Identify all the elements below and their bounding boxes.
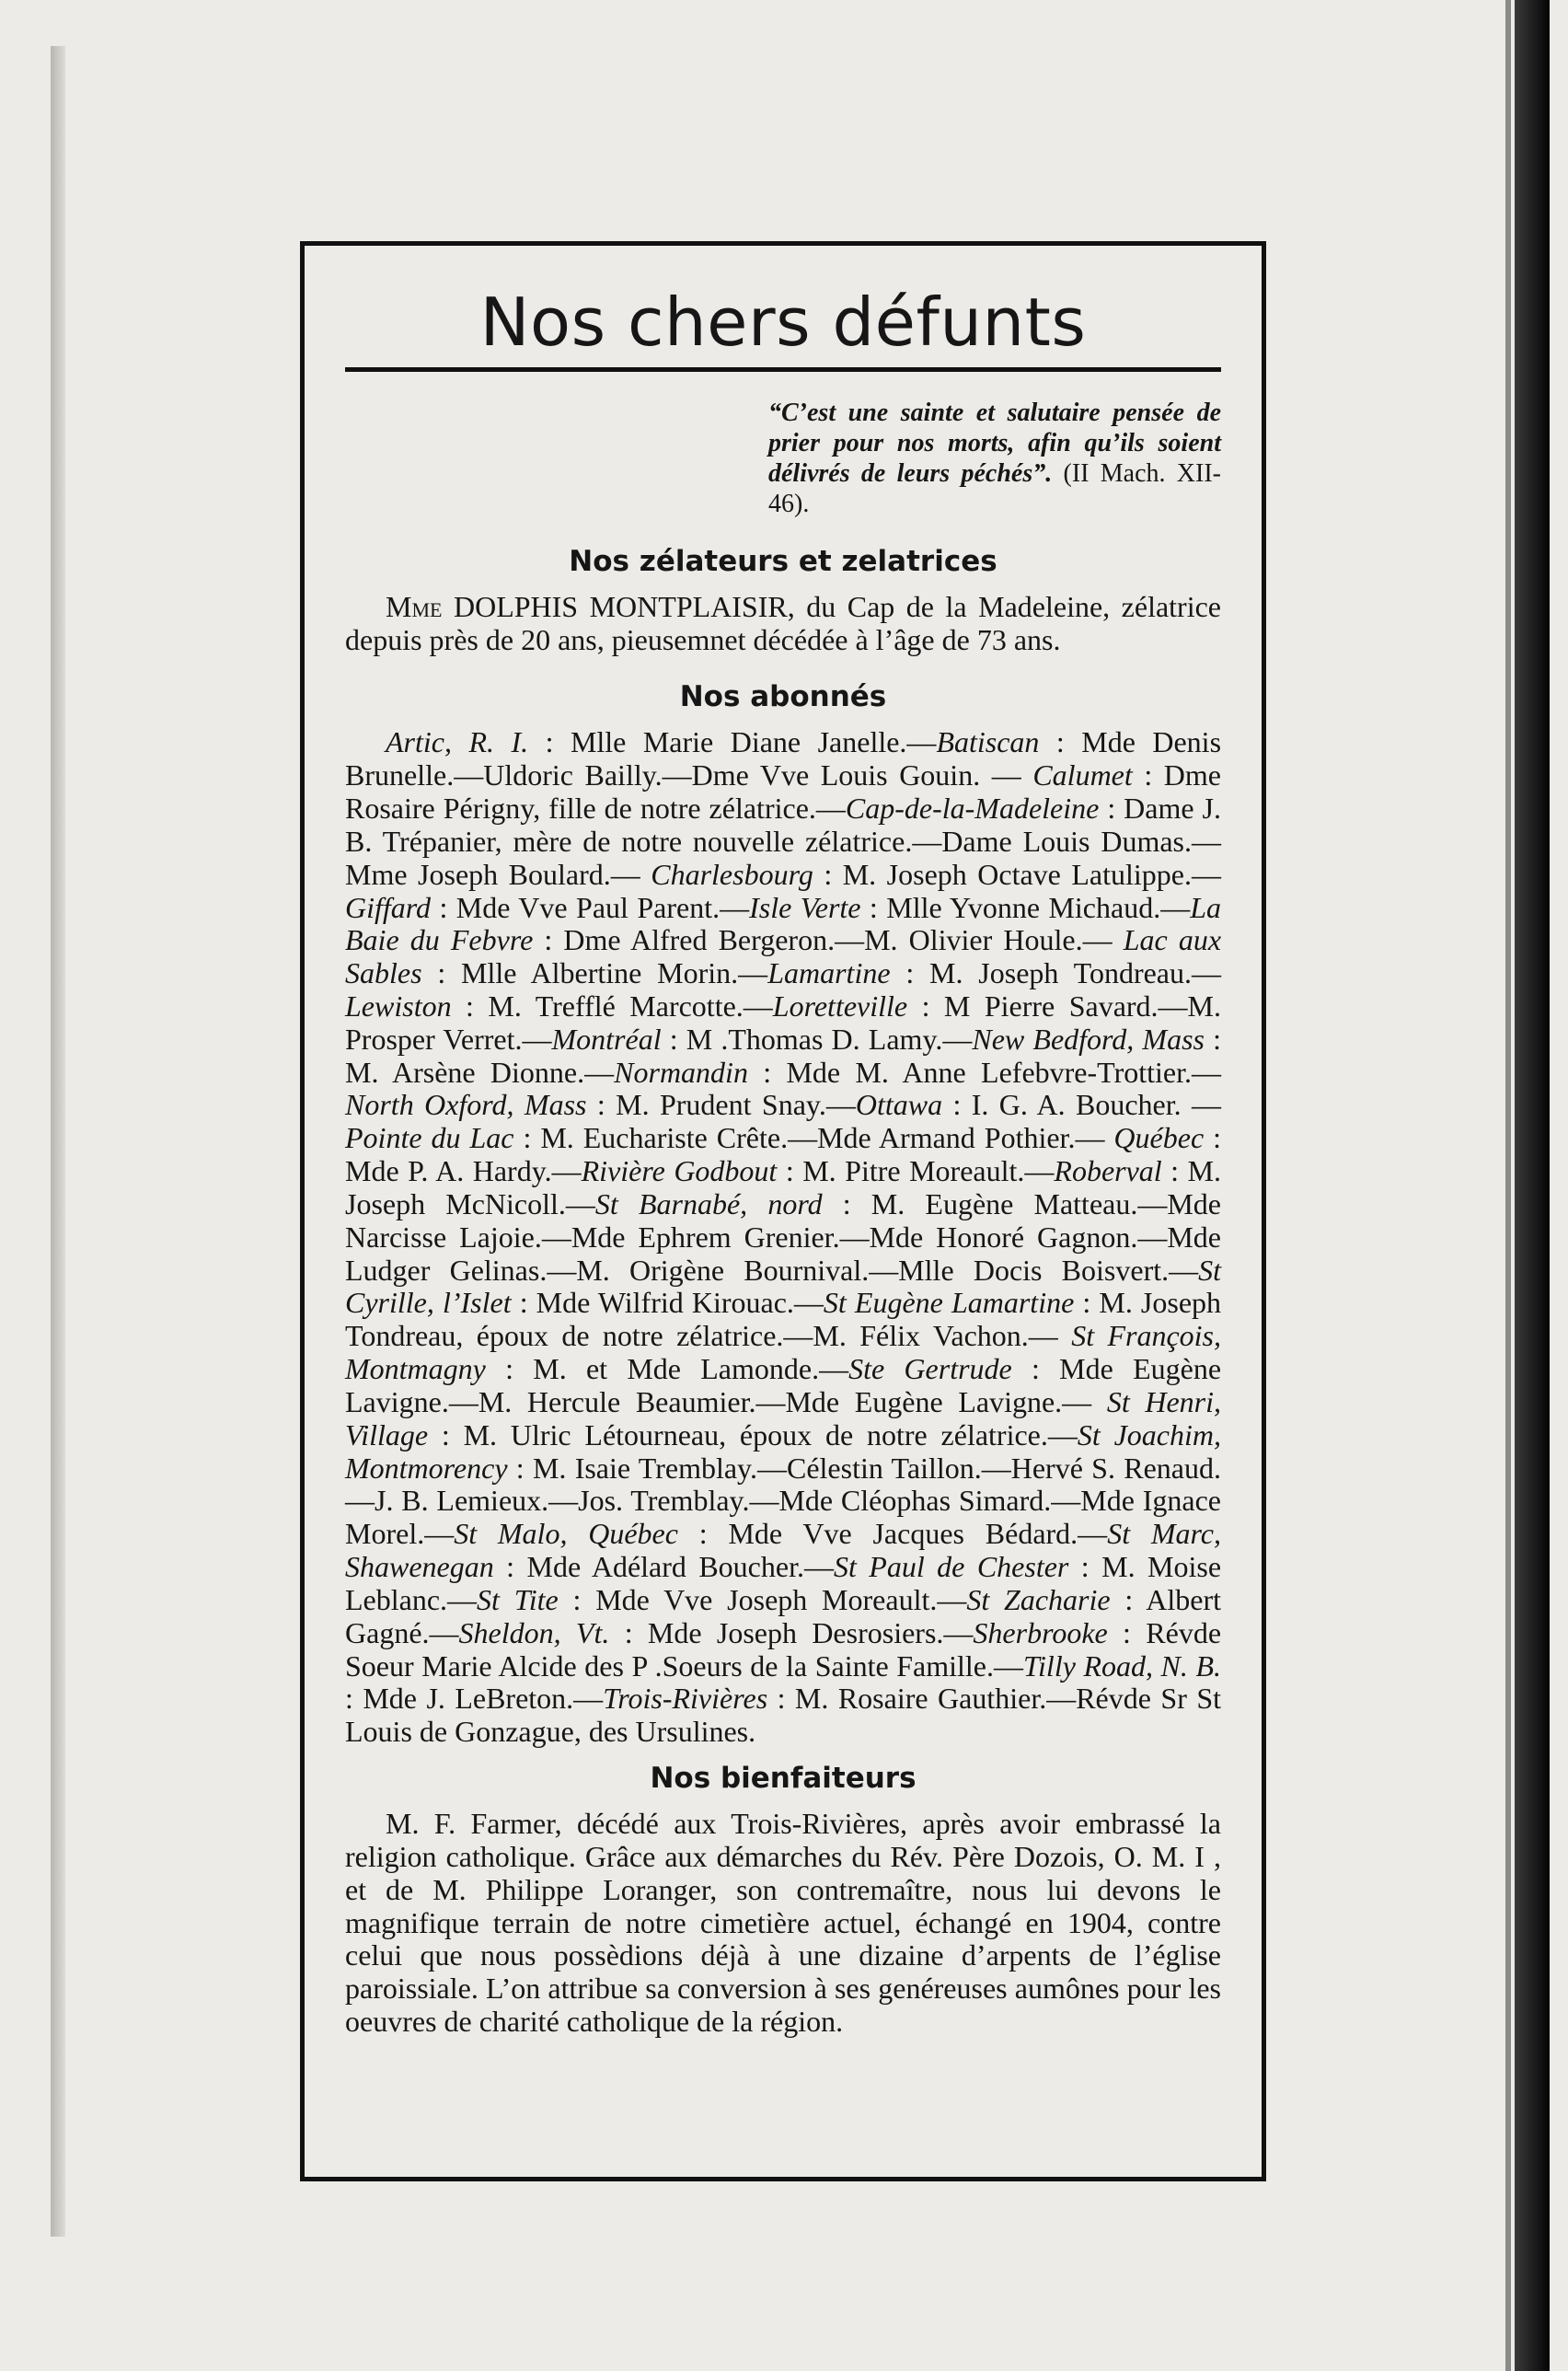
abonne-names: : Mde Adélard Boucher.—	[493, 1550, 834, 1584]
abonne-place: Giffard	[345, 890, 432, 924]
section-heading-bienfaiteurs: Nos bienfaiteurs	[650, 1762, 917, 1796]
abonne-names: : Mlle Marie Diane Janelle.—	[528, 725, 937, 759]
abonne-names: : M. Arsène Dionne.—	[345, 1022, 1222, 1089]
abonne-place: La Baie du Febvre	[345, 890, 1222, 957]
abonne-place: Lac aux Sables	[345, 923, 1222, 990]
scan-right-shadow	[1505, 0, 1511, 2371]
abonne-names: : M .Thomas D. Lamy.—	[661, 1022, 973, 1056]
abonne-names: : Mde Wilfrid Kirouac.—	[511, 1286, 824, 1320]
abonne-names: : M. Joseph McNicoll.—	[345, 1154, 1222, 1220]
abonne-names: : M. Moise Leblanc.—	[345, 1550, 1222, 1616]
abonne-names: : Mde Vve Jacques Bédard.—	[677, 1517, 1108, 1551]
abonne-place: New Bedford, Mass	[972, 1022, 1205, 1056]
abonne-names: : Dme Rosaire Périgny, fille de notre zélatrice.—	[345, 758, 1221, 826]
abonne-place: Pointe du Lac	[345, 1121, 514, 1155]
abonne-place: St Zacharie	[966, 1582, 1111, 1616]
abonne-names: : M. Ulric Létourneau, époux de notre zélatrice.—	[428, 1417, 1078, 1452]
abonne-names: : Mde P. A. Hardy.—	[345, 1121, 1222, 1188]
section-heading-abonnes: Nos abonnés	[679, 680, 887, 714]
abonne-names: : M. Trefflé Marcotte.—	[451, 989, 773, 1023]
epigraph-quote: “C’est une sainte et salutaire pensée de prier pour nos morts, afin qu’ils soient délivrés de leurs péchés”.	[768, 398, 1221, 488]
abonne-names: : Mlle Albertine Morin.—	[421, 956, 768, 990]
abonne-names: : Mlle Yvonne Michaud.—	[860, 890, 1191, 924]
abonne-place: Lamartine	[767, 956, 891, 990]
abonne-names: : Dme Alfred Bergeron.—M. Olivier Houle.—	[533, 923, 1124, 957]
abonne-place: Artic, R. I.	[386, 725, 529, 759]
bienfaiteurs-paragraph: M. F. Farmer, décédé aux Trois-Rivières, après avoir embrassé la religion catholique. Grâce aux démarches du Rév. Père Dozois, O. M. I , et de M. Philippe Loranger, son contremaître, nous lui devons le magnifique terrain de notre cimetière actuel, échangé en 1904, contre celui que nous possèdions déjà à une dizaine d’arpents de l’église paroissiale. L’on attribue sa conversion à ses genéreuses aumônes pour les oeuvres de charité catholique de la région.	[345, 1807, 1221, 2039]
abonne-place: Sheldon, Vt.	[458, 1615, 610, 1649]
epigraph	[768, 398, 1221, 519]
abonne-names: : M. Eucharistе Crête.—Mde Armand Pothier.—	[513, 1121, 1114, 1155]
epigraph-reference: (II Mach. XII-46).	[768, 458, 1221, 518]
abonne-place: Ste Gertrude	[848, 1352, 1012, 1386]
abonne-names: : I. G. A. Boucher. —	[942, 1088, 1221, 1122]
abonne-place: Loretteville	[772, 989, 908, 1023]
abonne-place: Montréal	[551, 1022, 662, 1056]
abonne-names: : Mde Vve Joseph Moreault.—	[558, 1582, 967, 1616]
abonne-names: : Mde Eugène Lavigne.—M. Hercule Beaumier.—Mde Eugène Lavigne.—	[345, 1352, 1222, 1418]
abonne-place: Cap-de-la-Madeleine	[845, 792, 1100, 826]
abonnes-paragraph	[345, 726, 1221, 1749]
scan-right-edge	[1515, 0, 1550, 2371]
abonne-names: : Mde Joseph Desrosiers.—	[609, 1615, 974, 1649]
abonne-place: Normandin	[614, 1055, 748, 1089]
abonne-place: Sherbrooke	[973, 1615, 1108, 1649]
abonne-place: St François, Montmagny	[345, 1319, 1222, 1386]
abonne-names: : Révde Soeur Marie Alcide des P .Soeurs de la Sainte Famille.—	[345, 1615, 1222, 1683]
abonne-names: : Mde Denis Brunelle.—Uldoric Bailly.—Dme Vve Louis Gouin. —	[345, 725, 1222, 792]
honorific: Mme	[386, 589, 443, 623]
abonne-names: : M. Eugène Matteau.—Mde Narcisse Lajoie.—Mde Ephrem Grenier.—Mde Honoré Gagnon.—Mde Ludger Gelinas.—M. Origène Bournival.—Mlle Docis Boisvert.—	[345, 1186, 1221, 1287]
abonne-place: St Malo, Québec	[454, 1517, 678, 1551]
abonne-names: : Albert Gagné.—	[345, 1582, 1222, 1649]
abonne-names: : M. Joseph Tondreau.—	[890, 956, 1222, 990]
abonne-place: St Tite	[477, 1582, 559, 1616]
abonne-place: St Barnabé, nord	[594, 1186, 823, 1220]
abonne-names: : Mde J. LeBreton.—	[345, 1682, 604, 1716]
abonne-names: : M. et Mde Lamonde.—	[485, 1352, 849, 1386]
section-heading-zelateurs: Nos zélateurs et zelatrices	[569, 544, 997, 578]
abonne-names: : M. Joseph Octave Latulippe.—	[813, 857, 1222, 891]
abonne-place: Trois-Rivières	[603, 1682, 768, 1716]
abonne-place: St Joachim, Montmorency	[345, 1417, 1222, 1485]
abonne-place: Ottawa	[855, 1088, 943, 1122]
abonne-place: Calumet	[1032, 758, 1133, 792]
abonne-place: Charlesbourg	[651, 857, 813, 891]
abonne-place: Batiscan	[936, 725, 1040, 759]
zelateurs-paragraph	[345, 591, 1221, 657]
abonne-place: St Marc, Shawenegan	[345, 1517, 1222, 1584]
abonne-names: : M Pierre Savard.—M. Prosper Verret.—	[345, 989, 1221, 1056]
zelateurs-text: DOLPHIS MONTPLAISIR, du Cap de la Madeleine, zélatrice depuis près de 20 ans, pieusemnet décédée à l’âge de 73 ans.	[345, 589, 1222, 656]
abonne-names: : M. Rosaire Gauthier.—Révde Sr St Louis de Gonzague, des Ursulines.	[345, 1682, 1222, 1749]
title-rule	[345, 367, 1221, 372]
abonne-names: : M. Pitre Moreault.—	[777, 1154, 1055, 1188]
article-frame	[300, 241, 1266, 2181]
abonne-place: St Eugène Lamartine	[823, 1286, 1075, 1320]
abonne-place: Tilly Road, N. B.	[1023, 1648, 1222, 1683]
abonne-place: St Paul de Chester	[833, 1550, 1069, 1584]
abonne-place: Rivière Godbout	[581, 1154, 778, 1188]
abonne-place: North Oxford, Mass	[345, 1088, 587, 1122]
abonne-place: Lewiston	[345, 989, 452, 1023]
page-title: Nos chers défunts	[479, 283, 1087, 361]
abonne-place: St Cyrille, l’Islet	[345, 1253, 1221, 1320]
abonne-names: : M. Joseph Tondreau, époux de notre zélatrice.—M. Félix Vachon.—	[345, 1286, 1222, 1353]
abonne-place: St Henri, Village	[345, 1384, 1222, 1452]
abonne-names: : Mde M. Anne Lefebvre-Trottier.—	[747, 1055, 1222, 1089]
abonne-names: : Mde Vve Paul Parent.—	[431, 890, 750, 924]
abonne-place: Roberval	[1054, 1154, 1162, 1188]
abonne-names: : M. Prudent Snay.—	[586, 1088, 856, 1122]
abonne-place: Québec	[1113, 1121, 1205, 1155]
abonne-names: : M. Isaie Tremblay.—Célestin Taillon.—Hervé S. Renaud.—J. B. Lemieux.—Jos. Tremblay.—Mde Cléophas Simard.—Mde Ignace Morel.—	[345, 1451, 1221, 1551]
scan-left-edge	[51, 46, 65, 2237]
abonne-names: : Dame J. B. Trépanier, mère de notre nouvelle zélatrice.—Dame Louis Dumas.—Mme Joseph Boulard.—	[345, 792, 1221, 891]
abonne-place: Isle Verte	[749, 890, 861, 924]
